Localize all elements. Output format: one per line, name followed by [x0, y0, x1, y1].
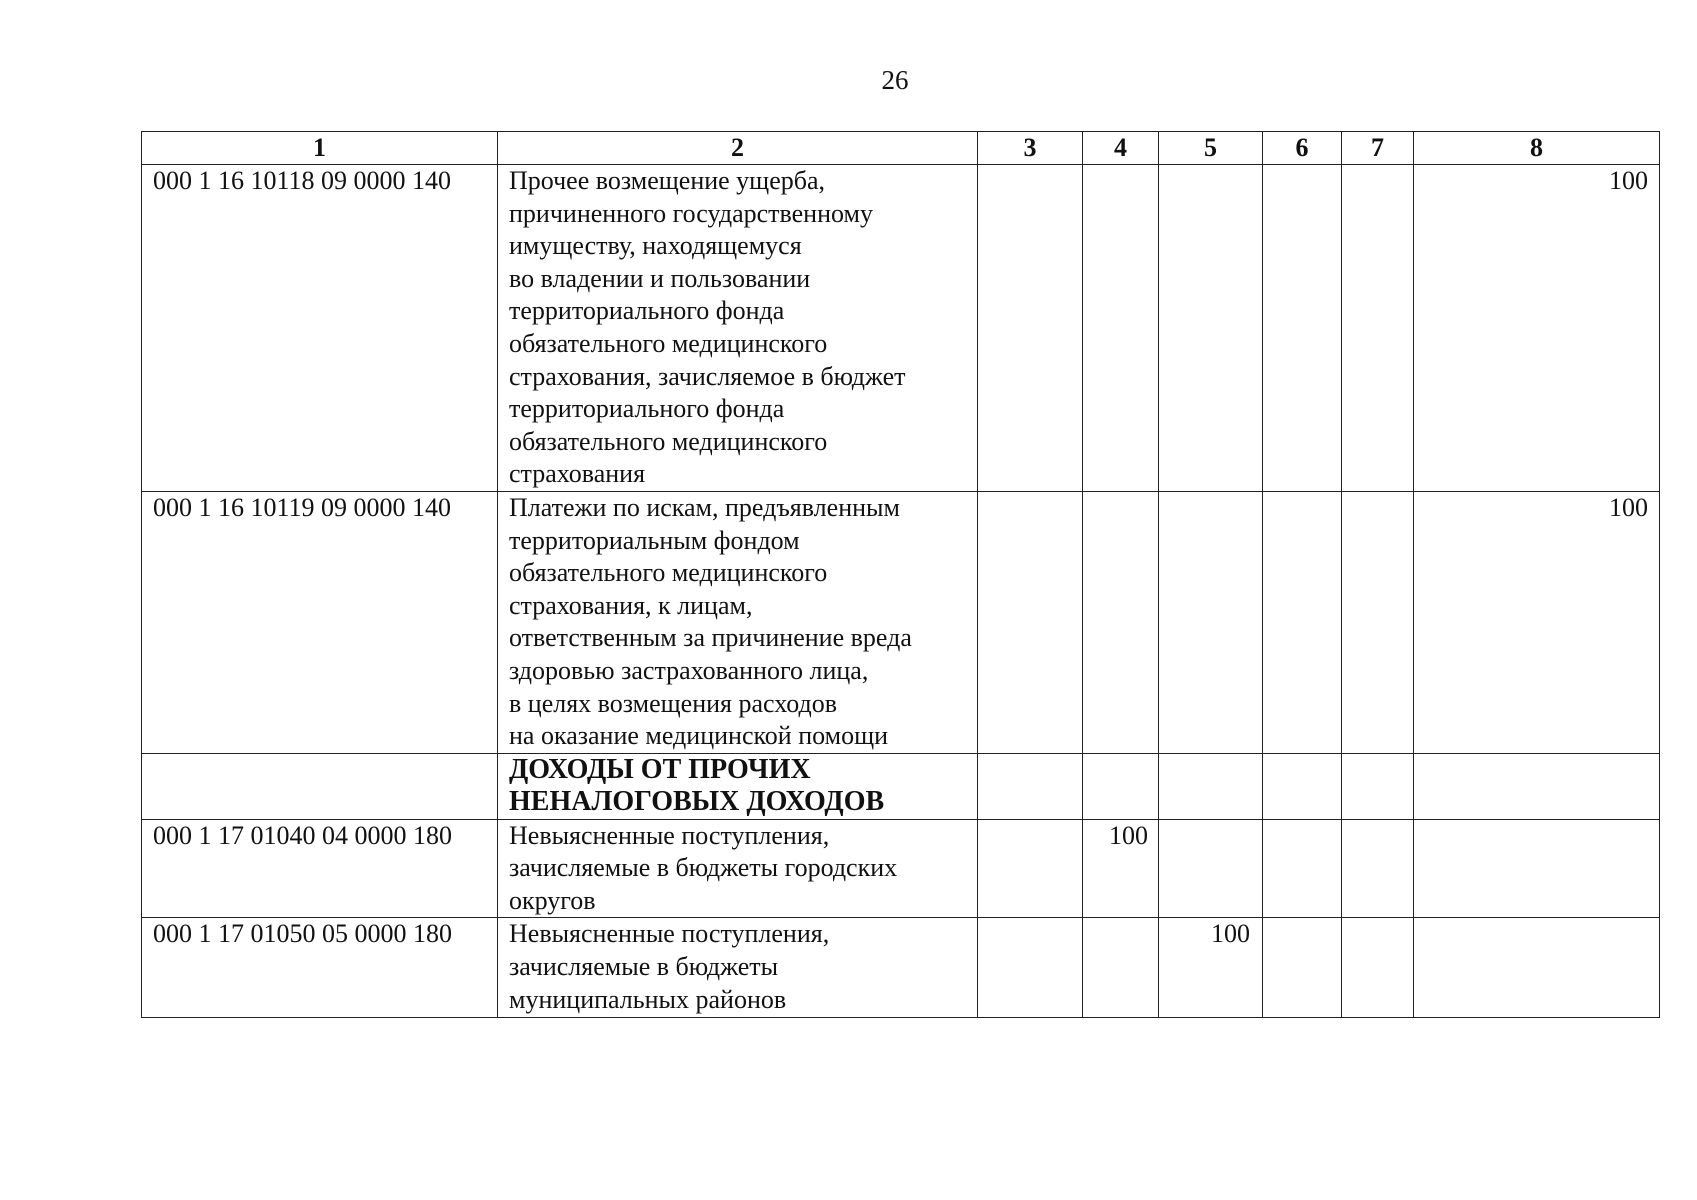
income-name-line: страхования, зачисляемое в бюджет: [509, 361, 906, 391]
income-name: [498, 918, 978, 1018]
revenue-distribution-table: [141, 131, 1660, 1018]
value-col-3: [978, 165, 1083, 492]
income-name-line: в целях возмещения расходов: [509, 688, 838, 718]
income-name-line: страхования, к лицам,: [509, 590, 753, 620]
header-col-7: 7: [1342, 132, 1414, 165]
income-code: [142, 753, 498, 819]
value-col-4: [1083, 753, 1159, 819]
value-col-8: 100: [1414, 491, 1660, 753]
income-name: [498, 491, 978, 753]
section-row: [142, 753, 1660, 819]
income-name: [498, 165, 978, 492]
income-name-line: ответственным за причинение вреда: [509, 623, 912, 653]
income-name-line: здоровью застрахованного лица,: [509, 655, 869, 685]
value-col-5: [1159, 491, 1263, 753]
header-col-6: 6: [1263, 132, 1342, 165]
value-col-4: [1083, 491, 1159, 753]
income-name-line: территориальным фондом: [509, 525, 800, 555]
income-name-line: территориального фонда: [509, 296, 785, 326]
header-col-4: 4: [1083, 132, 1159, 165]
income-name-line: имуществу, находящемуся: [509, 231, 802, 261]
value-col-8: 100: [1414, 165, 1660, 492]
income-name-line: Платежи по искам, предъявленным: [509, 492, 900, 522]
page-number: 26: [881, 65, 909, 95]
value-col-3: [978, 918, 1083, 1018]
value-col-6: [1263, 753, 1342, 819]
income-name-line: страхования: [509, 459, 646, 489]
header-col-1: 1: [142, 132, 498, 165]
income-name-line: муниципальных районов: [509, 984, 787, 1014]
section-title-line: ДОХОДЫ ОТ ПРОЧИХ: [509, 753, 811, 785]
value-col-6: [1263, 918, 1342, 1018]
value-col-8: [1414, 918, 1660, 1018]
income-name: [498, 819, 978, 918]
value-col-5: [1159, 753, 1263, 819]
header-row: [142, 132, 1660, 165]
income-name-line: Невыясненные поступления,: [509, 919, 830, 949]
value-col-6: [1263, 165, 1342, 492]
income-name-line: причиненного государственному: [509, 198, 873, 228]
value-col-4: [1083, 165, 1159, 492]
header-col-2: 2: [498, 132, 978, 165]
income-name-line: обязательного медицинского: [509, 328, 828, 358]
table-row: [142, 165, 1660, 492]
value-col-5: [1159, 819, 1263, 918]
value-col-7: [1342, 819, 1414, 918]
income-name-line: округов: [509, 885, 596, 915]
value-col-4: [1083, 918, 1159, 1018]
income-name-line: зачисляемые в бюджеты: [509, 952, 779, 982]
income-code: 000 1 16 10118 09 0000 140: [142, 165, 498, 492]
value-col-4: 100: [1083, 819, 1159, 918]
value-col-8: [1414, 819, 1660, 918]
income-code: 000 1 17 01050 05 0000 180: [142, 918, 498, 1018]
value-col-7: [1342, 491, 1414, 753]
value-col-7: [1342, 918, 1414, 1018]
section-title-line: НЕНАЛОГОВЫХ ДОХОДОВ: [509, 785, 885, 817]
header-col-8: 8: [1414, 132, 1660, 165]
table-row: [142, 491, 1660, 753]
income-name-line: обязательного медицинского: [509, 426, 828, 456]
income-name-line: территориального фонда: [509, 394, 785, 424]
value-col-5: 100: [1159, 918, 1263, 1018]
table-row: [142, 918, 1660, 1018]
income-name-line: во владении и пользовании: [509, 263, 811, 293]
header-col-5: 5: [1159, 132, 1263, 165]
value-col-7: [1342, 753, 1414, 819]
value-col-5: [1159, 165, 1263, 492]
income-name-line: Прочее возмещение ущерба,: [509, 166, 826, 195]
value-col-6: [1263, 491, 1342, 753]
income-code: 000 1 16 10119 09 0000 140: [142, 491, 498, 753]
value-col-7: [1342, 165, 1414, 492]
section-title: [498, 753, 978, 819]
income-name-line: на оказание медицинской помощи: [509, 721, 889, 751]
table-row: [142, 819, 1660, 918]
value-col-3: [978, 491, 1083, 753]
value-col-3: [978, 753, 1083, 819]
value-col-6: [1263, 819, 1342, 918]
income-name-line: обязательного медицинского: [509, 558, 828, 588]
header-col-3: 3: [978, 132, 1083, 165]
income-code: 000 1 17 01040 04 0000 180: [142, 819, 498, 918]
income-name-line: Невыясненные поступления,: [509, 820, 830, 850]
value-col-8: [1414, 753, 1660, 819]
value-col-3: [978, 819, 1083, 918]
income-name-line: зачисляемые в бюджеты городских: [509, 853, 898, 883]
